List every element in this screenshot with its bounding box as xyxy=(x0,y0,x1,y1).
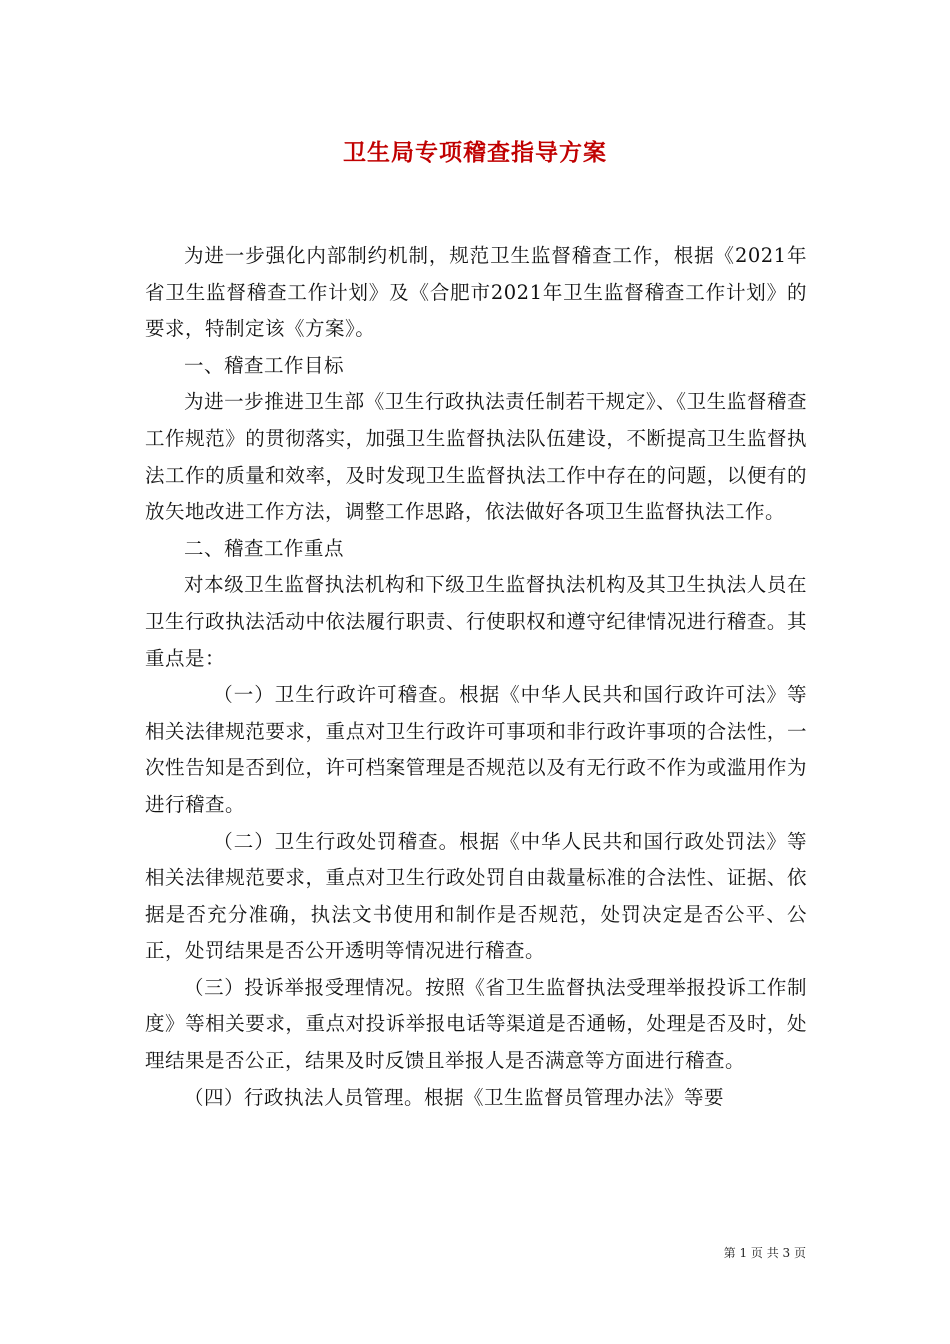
focus-paragraph: 对本级卫生监督执法机构和下级卫生监督执法机构及其卫生执法人员在卫生行政执法活动中依法履行职责、行使职权和遵守纪律情况进行稽查。其重点是： xyxy=(145,573,807,670)
document-title: 卫生局专项稽查指导方案 xyxy=(343,139,607,166)
page-number: 第 1 页 共 3 页 xyxy=(723,1246,806,1260)
focus-item-personnel: （四）行政执法人员管理。根据《卫生监督员管理办法》等要 xyxy=(184,1085,725,1109)
document-body xyxy=(145,238,807,1116)
focus-item-licensing: （一）卫生行政许可稽查。根据《中华人民共和国行政许可法》等相关法律规范要求，重点对卫生行政许可事项和非行政许事项的合法性，一次性告知是否到位，许可档案管理是否规范以及有无行政不作为或滥用作为进行稽查。 xyxy=(145,683,807,816)
focus-item-penalty: （二）卫生行政处罚稽查。根据《中华人民共和国行政处罚法》等相关法律规范要求，重点对卫生行政处罚自由裁量标准的合法性、证据、依据是否充分准确，执法文书使用和制作是否规范，处罚决定是否公平、公正，处罚结果是否公开透明等情况进行稽查。 xyxy=(145,829,807,963)
intro-paragraph: 为进一步强化内部制约机制，规范卫生监督稽查工作，根据《2021年省卫生监督稽查工作计划》及《合肥市2021年卫生监督稽查工作计划》的要求，特制定该《方案》。 xyxy=(145,244,807,341)
goals-paragraph: 为进一步推进卫生部《卫生行政执法责任制若干规定》、《卫生监督稽查工作规范》的贯彻落实，加强卫生监督执法队伍建设，不断提高卫生监督执法工作的质量和效率，及时发现卫生监督执法工作中存在的问题，以便有的放矢地改进工作方法，调整工作思路，依法做好各项卫生监督执法工作。 xyxy=(145,390,807,524)
focus-item-complaints: （三）投诉举报受理情况。按照《省卫生监督执法受理举报投诉工作制度》等相关要求，重点对投诉举报电话等渠道是否通畅，处理是否及时，处理结果是否公正，结果及时反馈且举报人是否满意等方面进行稽查。 xyxy=(145,975,807,1073)
section-heading-focus: 二、稽查工作重点 xyxy=(184,536,345,560)
section-heading-goals: 一、稽查工作目标 xyxy=(184,353,345,377)
